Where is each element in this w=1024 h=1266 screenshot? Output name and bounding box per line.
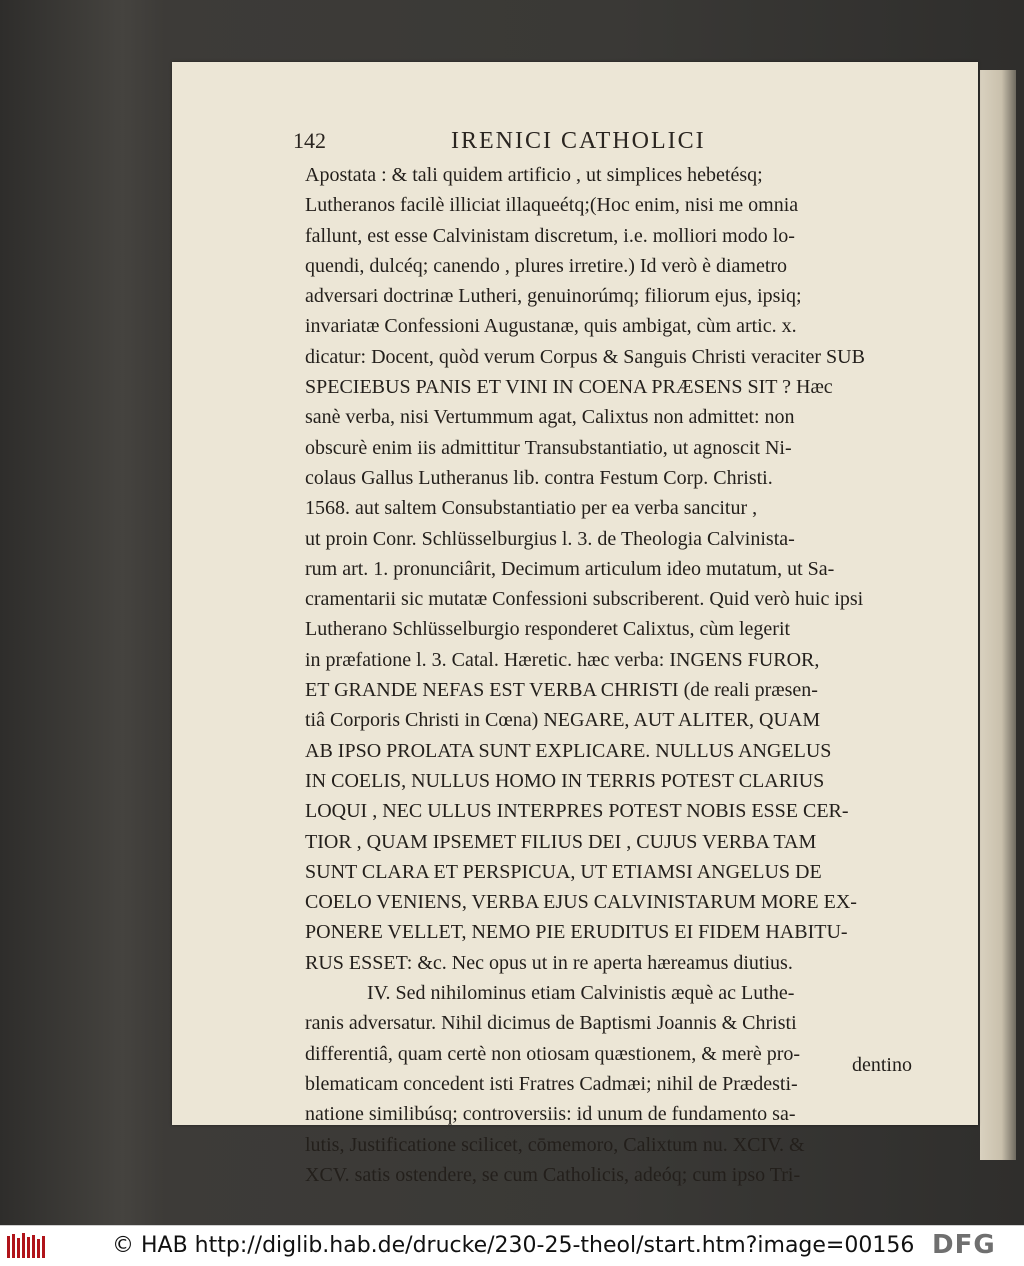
text-line: Apostata : & tali quidem artificio , ut simplices hebetésq; — [305, 164, 763, 186]
text-line: LOQUI , NEC ULLUS INTERPRES POTEST NOBIS ESSE CER- — [305, 800, 849, 823]
text-line: ET GRANDE NEFAS EST VERBA CHRISTI (de reali præsen- — [305, 679, 818, 702]
text-line: obscurè enim iis admittitur Transubstantiatio, ut agnoscit Ni- — [305, 436, 792, 459]
text-line: dicatur: Docent, quòd verum Corpus & Sanguis Christi veraciter SUB — [305, 345, 865, 368]
text-line: AB IPSO PROLATA SUNT EXPLICARE. NULLUS ANGELUS — [305, 739, 832, 762]
text-line: RUS ESSET: &c. Nec opus ut in re aperta hæreamus diutius. — [305, 951, 793, 974]
text-line: in præfatione l. 3. Catal. Hæretic. hæc verba: INGENS FUROR, — [305, 648, 820, 671]
copyright-url-text[interactable]: © HAB http://diglib.hab.de/drucke/230-25-theol/start.htm?image=00156 — [112, 1233, 915, 1258]
text-line: blematicam concedent isti Fratres Cadmæi; nihil de Prædesti- — [305, 1072, 798, 1095]
text-line: cramentarii sic mutatæ Confessioni subscriberent. Quid verò huic ipsi — [305, 588, 864, 611]
text-line: Lutheranos facilè illiciat illaqueétq;(Hoc enim, nisi me omnia — [305, 194, 799, 217]
text-line: differentiâ, quam certè non otiosam quæstionem, & merè pro- — [305, 1042, 801, 1065]
text-line: adversari doctrinæ Lutheri, genuinorúmq; filiorum ejus, ipsiq; — [305, 285, 802, 308]
text-line: ranis adversatur. Nihil dicimus de Baptismi Joannis & Christi — [305, 1012, 797, 1035]
page-header — [293, 128, 913, 158]
text-line: 1568. aut saltem Consubstantiatio per ea verba sancitur , — [305, 497, 758, 520]
text-line: colaus Gallus Lutheranus lib. contra Festum Corp. Christi. — [305, 466, 773, 489]
viewer-footer — [0, 1225, 1024, 1266]
catchword: dentino — [852, 1054, 912, 1076]
text-line: tiâ Corporis Christi in Cœna) NEGARE, AUT ALITER, QUAM — [305, 709, 821, 732]
hab-logo-icon[interactable] — [6, 1232, 46, 1260]
page-number: 142 — [293, 128, 326, 153]
text-line: quendi, dulcéq; canendo , plures irretire.) Id verò è diametro — [305, 254, 788, 277]
running-title: IRENICI CATHOLICI — [451, 128, 706, 154]
text-line: IN COELIS, NULLUS HOMO IN TERRIS POTEST CLARIUS — [305, 769, 825, 792]
text-line: invariatæ Confessioni Augustanæ, quis ambigat, cùm artic. x. — [305, 315, 797, 338]
text-line: lutis, Justificatione scilicet, cōmemoro, Calixtum nu. XCIV. & — [305, 1133, 805, 1156]
text-line: fallunt, est esse Calvinistam discretum, i.e. molliori modo lo- — [305, 224, 795, 247]
text-line: TIOR , QUAM IPSEMET FILIUS DEI , CUJUS VERBA TAM — [305, 830, 817, 853]
text-line: XCV. satis ostendere, se cum Catholicis, adeóq; cum ipso Tri- — [305, 1163, 801, 1186]
dfg-logo[interactable]: DFG — [932, 1230, 996, 1260]
text-line: natione similibúsq; controversiis: id unum de fundamento sa- — [305, 1103, 796, 1126]
text-line: SUNT CLARA ET PERSPICUA, UT ETIAMSI ANGELUS DE — [305, 860, 822, 883]
facing-page-edge — [980, 70, 1016, 1160]
text-line: ut proin Conr. Schlüsselburgius l. 3. de Theologia Calvinista- — [305, 527, 795, 550]
text-line: PONERE VELLET, NEMO PIE ERUDITUS EI FIDEM HABITU- — [305, 921, 848, 944]
text-line: sanè verba, nisi Vertummum agat, Calixtus non admittet: non — [305, 406, 795, 429]
text-line: SPECIEBUS PANIS ET VINI IN COENA PRÆSENS SIT ? Hæc — [305, 376, 833, 399]
page-text — [305, 160, 911, 1190]
text-line: rum art. 1. pronunciârit, Decimum articulum ideo mutatum, ut Sa- — [305, 557, 835, 580]
text-line: IV. Sed nihilominus etiam Calvinistis æquè ac Luthe- — [367, 982, 795, 1005]
text-line: Lutherano Schlüsselburgio responderet Calixtus, cùm legerit — [305, 618, 791, 641]
text-line: COELO VENIENS, VERBA EJUS CALVINISTARUM MORE EX- — [305, 891, 857, 914]
